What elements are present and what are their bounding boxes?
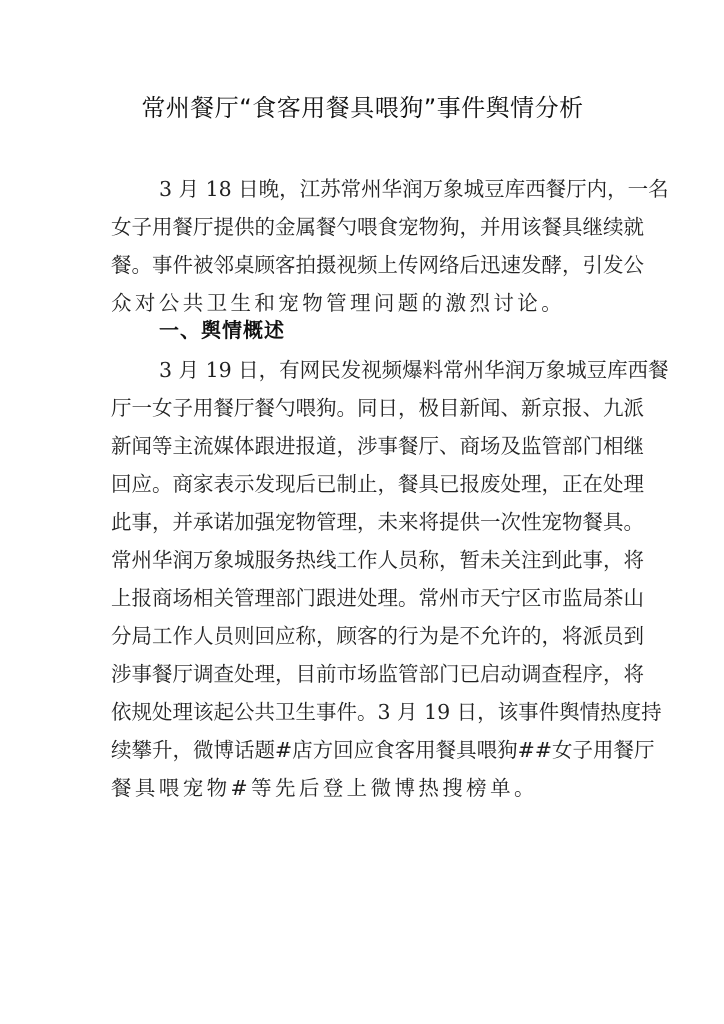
body-line-1: 3 月 19 日，有网民发视频爆料常州华润万象城豆库西餐 [159, 358, 669, 382]
section-heading: 一、舆情概述 [159, 318, 285, 342]
body-line-10: 依规处理该起公共卫生事件。3 月 19 日，该事件舆情热度持 [111, 700, 662, 724]
document-title: 常州餐厅“食客用餐具喂狗”事件舆情分析 [141, 94, 584, 122]
intro-line-3: 餐。事件被邻桌顾客拍摄视频上传网络后迅速发酵，引发公 [111, 253, 644, 277]
body-line-4: 回应。商家表示发现后已制止，餐具已报废处理，正在处理 [111, 472, 644, 496]
body-line-3: 新闻等主流媒体跟进报道，涉事餐厅、商场及监管部门相继 [111, 434, 644, 458]
body-line-6: 常州华润万象城服务热线工作人员称，暂未关注到此事，将 [111, 548, 644, 572]
body-line-9: 涉事餐厅调查处理，目前市场监管部门已启动调查程序，将 [111, 662, 644, 686]
intro-line-2: 女子用餐厅提供的金属餐勺喂食宠物狗，并用该餐具继续就 [111, 215, 644, 239]
body-line-7: 上报商场相关管理部门跟进处理。常州市天宁区市监局茶山 [111, 586, 644, 610]
body-line-2: 厅一女子用餐厅餐勺喂狗。同日，极目新闻、新京报、九派 [111, 396, 644, 420]
intro-line-4: 众对公共卫生和宠物管理问题的激烈讨论。 [111, 291, 566, 315]
body-line-5: 此事，并承诺加强宠物管理，未来将提供一次性宠物餐具。 [111, 510, 644, 534]
body-line-11: 续攀升，微博话题#店方回应食客用餐具喂狗##女子用餐厅 [111, 738, 655, 762]
intro-line-1: 3 月 18 日晚，江苏常州华润万象城豆库西餐厅内，一名 [159, 177, 669, 201]
body-line-12: 餐具喂宠物#等先后登上微博热搜榜单。 [111, 776, 538, 800]
body-line-8: 分局工作人员则回应称，顾客的行为是不允许的，将派员到 [111, 624, 644, 648]
